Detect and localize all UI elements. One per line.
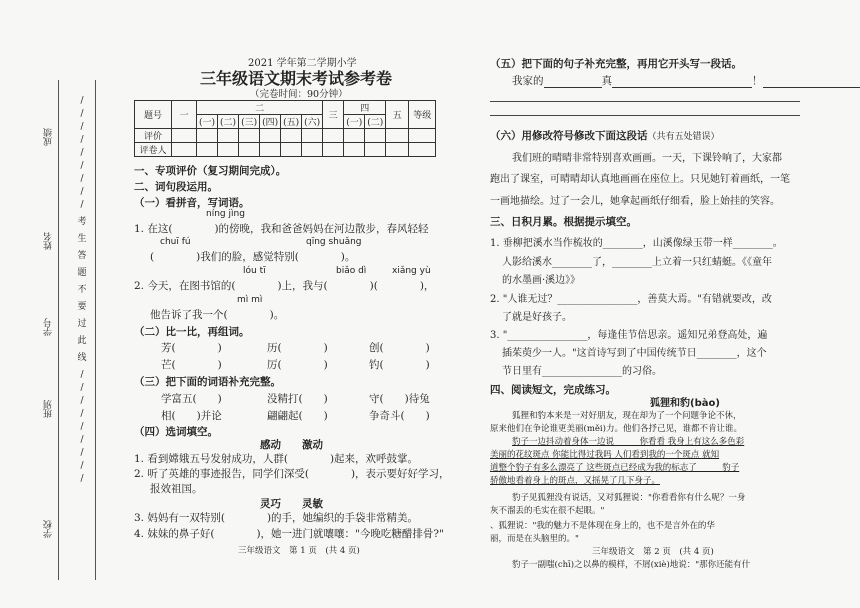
compare-item: 历( ) — [267, 342, 328, 354]
part-four-title: （四）选词填空。 — [134, 426, 218, 438]
part-six-note: （共有五处错误） — [647, 132, 720, 142]
binding-char: / — [80, 122, 84, 132]
binding-instruction — [76, 95, 88, 486]
question-line: 1. 看到嫦娥五号发射成功，人群( )起来，欢呼鼓掌。 — [134, 453, 419, 465]
sentence-part: 真 — [601, 75, 612, 87]
idiom-item: 翩翩起( ) — [267, 410, 328, 422]
binding-char: 不 — [77, 285, 87, 295]
passage-line: 我们班的晴晴非常特别喜欢画画。一天，下课铃响了，大家都 — [512, 153, 782, 164]
binding-char: / — [80, 174, 84, 184]
fill-line: 人影给溪水________了，________上立着一只红蜻蜓。《《童年 — [502, 257, 772, 268]
col-four: 四 — [344, 101, 386, 115]
sentence-part: 我家的 — [512, 75, 544, 87]
question-line: 报效祖国。 — [150, 483, 203, 495]
story-line: 丽，而是在头脑里的。" — [490, 534, 579, 544]
pinyin: mì mì — [237, 295, 263, 305]
writing-line[interactable] — [490, 115, 800, 116]
part-one-title: （一）看拼音，写词语。 — [134, 197, 250, 209]
binding-char: 过 — [77, 319, 87, 329]
exam-year: 2021 学年第二学期小学 — [248, 58, 357, 69]
sentence-start — [512, 73, 860, 88]
question-line: 他告诉了我一个( )。 — [150, 309, 285, 321]
pinyin: lóu tī — [243, 266, 266, 276]
story-line: 豹子一副嗤(chī)之以鼻的模样，不屑(xiè)地说："那你还能有什 — [512, 560, 751, 570]
side-field-line — [58, 80, 59, 580]
fill-line: 了就是好孩子。 — [502, 312, 572, 323]
binding-char: / — [80, 422, 84, 432]
story-line: 狐狸和豹本来是一对好朋友，现在却为了一个问题争论不休， — [512, 411, 742, 421]
writing-line[interactable] — [490, 101, 800, 102]
pinyin: chuī fú — [160, 237, 191, 247]
story-line: 骄傲地看着身上的斑点，又摇晃了几下身子。 — [490, 476, 661, 486]
passage-line: 一画地描绘。过了一会儿，她拿起画纸仔细看，脸上始挂的笑容。 — [490, 196, 780, 207]
section-four: 四、阅读短文，完成练习。 — [490, 384, 616, 396]
compare-item: 创( ) — [369, 342, 430, 354]
col-two-sub: (三) — [239, 115, 260, 129]
binding-char: / — [80, 383, 84, 393]
compare-item: 芳( ) — [161, 342, 222, 354]
part-three-title: （三）把下面的词语补充完整。 — [134, 376, 281, 388]
idiom-item: 学富五( ) — [161, 393, 222, 405]
col-five: 五 — [386, 101, 409, 129]
binding-char: 答 — [77, 251, 87, 261]
idiom-item: 没精打( ) — [267, 393, 328, 405]
score-table — [134, 100, 436, 157]
fill-line: 3. "________________，每逢佳节倍思亲。遥知兄弟登高处，遍 — [490, 330, 768, 341]
col-label: 题号 — [135, 101, 172, 129]
binding-char: / — [80, 409, 84, 419]
col-one: 一 — [172, 101, 197, 129]
part-two-title: （二）比一比，再组词。 — [134, 326, 250, 338]
binding-char: / — [80, 435, 84, 445]
pinyin: xiǎng yù — [392, 266, 431, 276]
page-footer-2: 三年级语文 第 2 页 (共 4 页) — [592, 547, 714, 557]
page-title: 三年级语文期末考试参考卷 — [200, 69, 393, 88]
binding-char: / — [80, 200, 84, 210]
binding-char: / — [80, 161, 84, 171]
col-three: 三 — [323, 101, 344, 129]
pinyin: biǎo dì — [336, 266, 367, 276]
word-choices: 感动 激动 — [260, 439, 323, 451]
binding-char: / — [80, 370, 84, 380]
question-line: 4. 妹妹的鼻子好( )，她一进门就嚷嚷："今晚吃糖醋排骨?" — [134, 528, 444, 540]
section-one: 一、专项评价（复习期间完成）。 — [134, 165, 287, 177]
story-line: 灰不溜丢的毛实在很不起眼。" — [490, 506, 605, 516]
binding-char: / — [80, 109, 84, 119]
story-line: 道整个豹子有多么漂亮了 这些斑点已经成为我的标志了______豹子 — [490, 463, 740, 473]
score-label: 成绩 — [44, 128, 54, 146]
answer-blank[interactable] — [763, 75, 860, 88]
compare-item: 芒( ) — [161, 359, 222, 371]
pinyin: níng jìng — [206, 209, 245, 219]
section-two: 二、词句段运用。 — [134, 181, 218, 193]
binding-char: 要 — [77, 302, 87, 312]
story-title: 狐狸和豹(bào) — [650, 398, 720, 409]
sentence-part: ！ — [752, 75, 763, 87]
part-five-title: （五）把下面的句子补充完整，再用它开头写一段话。 — [490, 58, 742, 70]
row-evaluation: 评价 — [135, 129, 172, 143]
part-six-title — [490, 128, 720, 143]
col-two-sub: (六) — [302, 115, 323, 129]
binding-line — [95, 80, 96, 580]
fill-line: 1. 垂柳把溪水当作梳妆的________，山溪像绿玉带一样________。 — [490, 238, 783, 249]
idiom-item: 相( )并论 — [161, 410, 222, 422]
fill-line: 的水墨画·溪边》》 — [502, 275, 581, 286]
binding-char: 考 — [77, 217, 87, 227]
question-line: ( )我们的脸，感觉特别( )。 — [150, 251, 356, 263]
story-line: 原来他们在争论谁更美丽(měi)力。他们各抒己见，谁都不肯让谁。 — [490, 424, 742, 434]
part-six-heading: （六）用修改符号修改下面这段话 — [490, 130, 648, 142]
question-line: 2. 今天，在图书馆的( )上，我与( )( )， — [134, 280, 435, 292]
col-two-sub: (一) — [197, 115, 218, 129]
story-line: 美丽的花纹斑点 你能比得过我吗 人们看到我的一个斑点 就知 — [490, 450, 720, 460]
story-line: 豹子一边抖动着身体一边说______你看看 我身上有这么多色彩 — [512, 437, 745, 447]
idiom-item: 守( )待兔 — [369, 393, 430, 405]
name-label: 姓名 — [44, 232, 54, 250]
col-four-sub: (二) — [365, 115, 386, 129]
compare-item: 钓( ) — [369, 359, 430, 371]
binding-char: / — [80, 461, 84, 471]
binding-char: / — [80, 148, 84, 158]
binding-char: / — [80, 474, 84, 484]
col-two-sub: (五) — [281, 115, 302, 129]
passage-line: 跑出了课室，可晴晴却认真地画画在座位上。只见她钉着画纸，一笔 — [490, 174, 790, 185]
binding-char: 题 — [77, 268, 87, 278]
exam-duration: （完卷时间：90分钟） — [250, 89, 348, 100]
question-line: 2. 听了英雄的事迹报告，同学们深受( )，表示要好好学习， — [134, 468, 450, 480]
page-footer-1: 三年级语文 第 1 页 (共 4 页) — [238, 546, 360, 556]
answer-blank[interactable] — [544, 75, 602, 88]
question-line: 3. 妈妈有一双特别( )的手，她编织的手袋非常精美。 — [134, 512, 419, 524]
fill-line: 2. "人谁无过？________________，善莫大焉。"有错就要改，改 — [490, 294, 772, 305]
binding-char: / — [80, 187, 84, 197]
compare-item: 厉( ) — [267, 359, 328, 371]
idiom-item: 争奇斗( ) — [369, 410, 430, 422]
binding-char: 生 — [77, 234, 87, 244]
class-label: 班别 — [44, 400, 54, 418]
story-line: 、狐狸说："我的魅力不是体现在身上的，也不是言外在的华 — [490, 521, 715, 531]
answer-blank[interactable] — [612, 75, 752, 88]
binding-char: / — [80, 96, 84, 106]
school-label: 学校 — [44, 520, 54, 538]
binding-char: / — [80, 448, 84, 458]
row-grader: 评卷人 — [135, 143, 172, 157]
pinyin: qīng shuǎng — [306, 237, 362, 247]
story-line: 豹子见狐狸没有说话，又对狐狸说："你看看你有什么呢？一身 — [512, 493, 746, 503]
fill-line: 插茱萸少一人。"这首诗写到了中国传统节日________，这个 — [502, 348, 767, 359]
binding-char: / — [80, 396, 84, 406]
col-four-sub: (一) — [344, 115, 365, 129]
col-two-sub: (四) — [260, 115, 281, 129]
col-two-sub: (二) — [218, 115, 239, 129]
binding-char: 线 — [77, 353, 87, 363]
question-line: 1. 在这( )的傍晚，我和爸爸妈妈在河边散步，春风轻轻 — [134, 223, 429, 235]
word-choices: 灵巧 灵敏 — [260, 498, 323, 510]
student-id-label: 学号 — [44, 318, 54, 336]
binding-char: 此 — [77, 336, 87, 346]
section-three: 三、日积月累。根据提示填空。 — [490, 216, 637, 228]
fill-line: 节日里有________________的习俗。 — [502, 366, 662, 377]
binding-char: / — [80, 135, 84, 145]
col-two: 二 — [197, 101, 323, 115]
col-grade: 等级 — [409, 101, 436, 129]
